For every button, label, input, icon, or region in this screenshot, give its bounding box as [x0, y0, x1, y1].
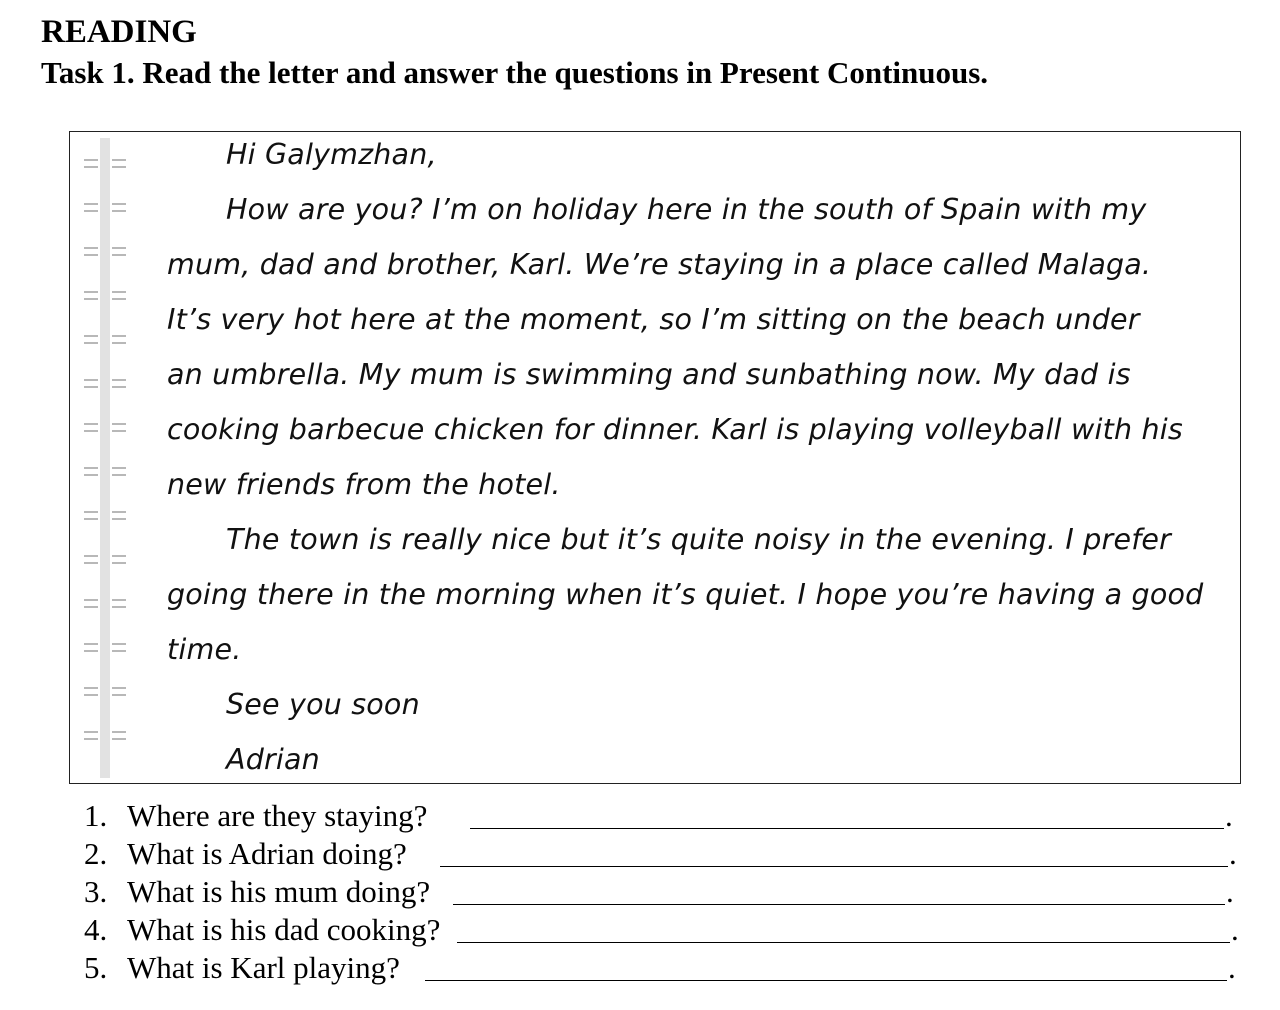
question-text: What is his mum doing?: [127, 874, 431, 909]
letter-line: The town is really nice but it’s quite noisy in the evening. I prefer: [226, 523, 1172, 556]
letter-closing: See you soon: [226, 688, 420, 721]
question-number: 4.: [84, 912, 108, 947]
question-number: 1.: [84, 798, 108, 833]
answer-end-dot: .: [1226, 874, 1234, 909]
answer-blank[interactable]: [457, 942, 1230, 943]
answer-blank[interactable]: [440, 866, 1228, 867]
answer-blank[interactable]: [425, 980, 1227, 981]
letter-line: cooking barbecue chicken for dinner. Karl is playing volleyball with his: [167, 413, 1183, 446]
task-title: Task 1. Read the letter and answer the questions in Present Continuous.: [41, 55, 989, 90]
answer-end-dot: .: [1228, 950, 1236, 985]
question-number: 2.: [84, 836, 108, 871]
letter-line: an umbrella. My mum is swimming and sunbathing now. My dad is: [167, 358, 1131, 391]
letter-line: new friends from the hotel.: [167, 468, 561, 501]
answer-blank[interactable]: [470, 828, 1224, 829]
question-number: 5.: [84, 950, 108, 985]
answer-end-dot: .: [1225, 798, 1233, 833]
answer-blank[interactable]: [453, 904, 1225, 905]
letter-line: going there in the morning when it’s quiet. I hope you’re having a good: [167, 578, 1204, 611]
question-text: What is Karl playing?: [127, 950, 400, 985]
answer-end-dot: .: [1229, 836, 1237, 871]
letter-line: How are you? I’m on holiday here in the south of Spain with my: [226, 193, 1147, 226]
answer-end-dot: .: [1231, 912, 1239, 947]
letter-line: time.: [167, 633, 242, 666]
question-number: 3.: [84, 874, 108, 909]
letter-line: mum, dad and brother, Karl. We’re staying in a place called Malaga.: [167, 248, 1152, 281]
letter-signature: Adrian: [226, 743, 320, 776]
question-text: Where are they staying?: [127, 798, 428, 833]
question-text: What is his dad cooking?: [127, 912, 441, 947]
question-text: What is Adrian doing?: [127, 836, 407, 871]
letter-line: It’s very hot here at the moment, so I’m sitting on the beach under: [167, 303, 1140, 336]
letter-greeting: Hi Galymzhan,: [226, 138, 437, 171]
section-title: READING: [41, 14, 197, 50]
